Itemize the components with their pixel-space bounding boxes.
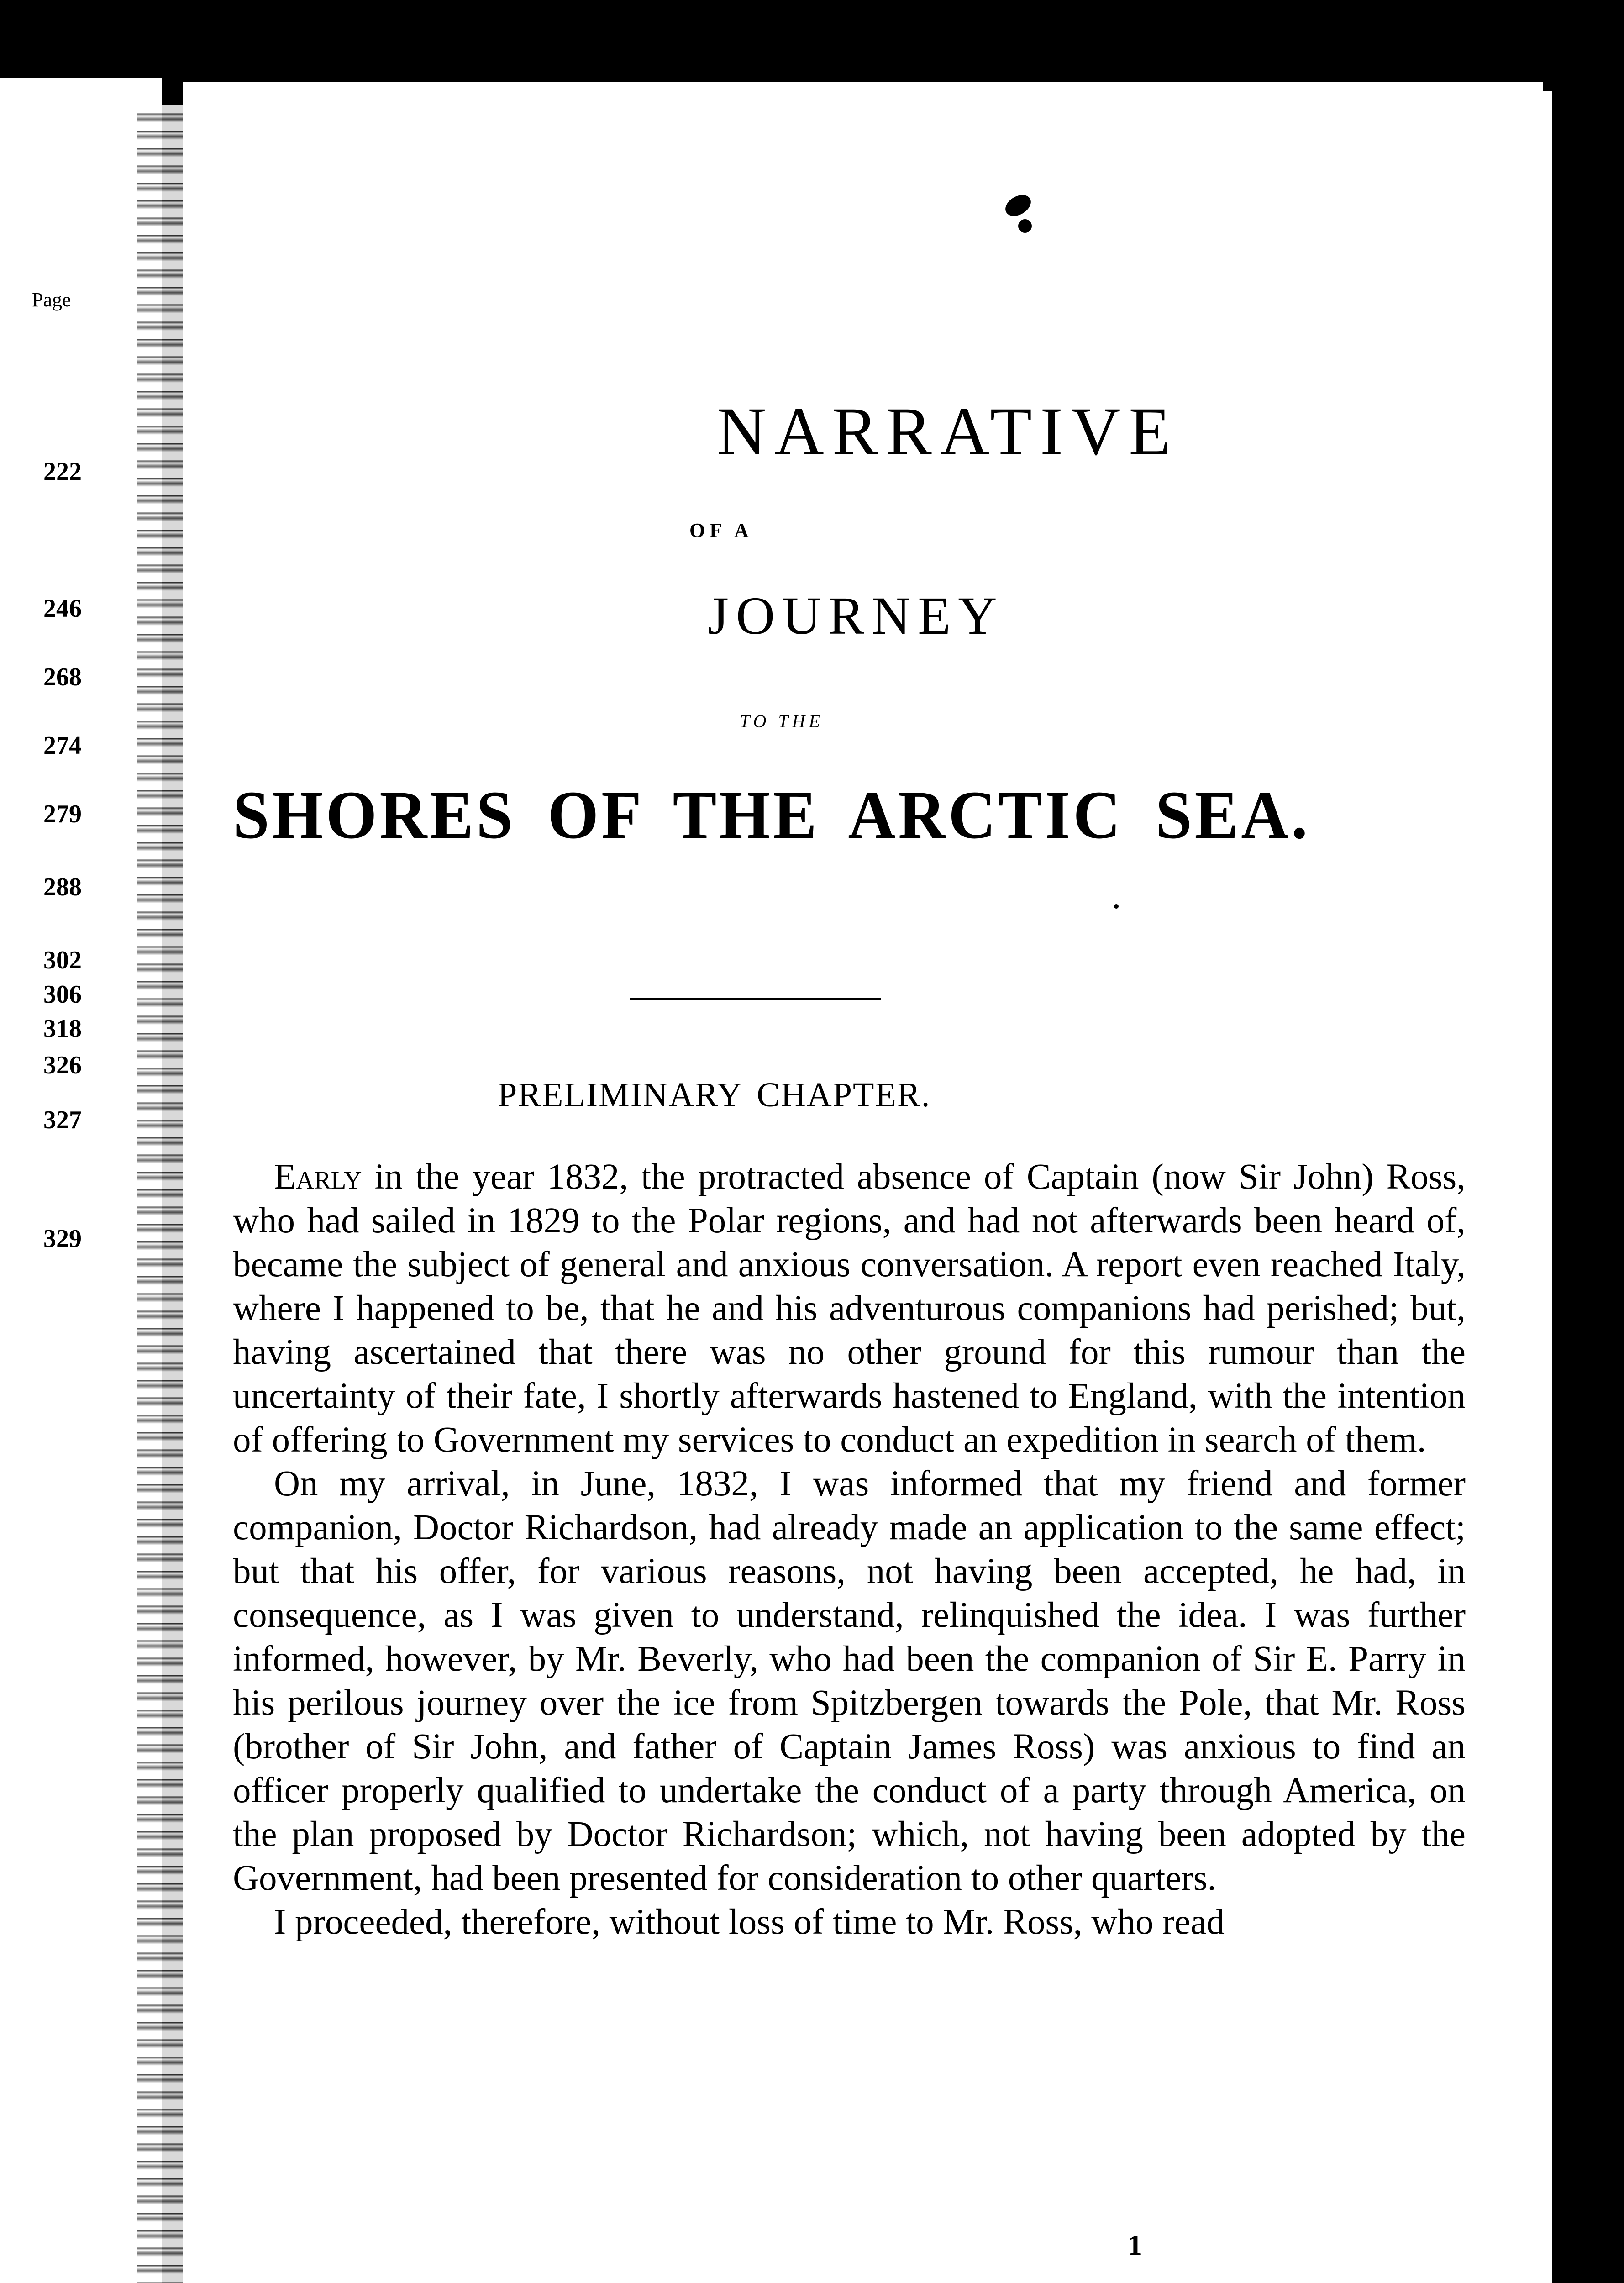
paragraph-1-text: in the year 1832, the protracted absence of Captain (now Sir John) Ross, who had sailed in 1829 to the Polar regions, and had not afterwards been heard of, became the subject of general and anxious conversation. A report even reached Italy, where I happened to be, that he and his adventurous companions had perished; but, having ascertained that there was no other ground for this rumour than the uncertainty of their fate, I shortly afterwards hastened to England, with the intention of offering to Government my services to conduct an expedition in search of them. <box>233 1157 1466 1460</box>
gutter-page-heading: Page <box>32 289 71 311</box>
gutter-page-number: 222 <box>43 458 82 486</box>
gutter-page-number: 246 <box>43 594 82 623</box>
paragraph-1 <box>233 1155 1466 1462</box>
title-divider-rule <box>630 998 881 1000</box>
gutter-page-number: 306 <box>43 980 82 1009</box>
gutter-page-number: 279 <box>43 800 82 828</box>
paragraph-3: I proceeded, therefore, without loss of time to Mr. Ross, who read <box>274 1902 1225 1942</box>
gutter-page-number: 327 <box>43 1106 82 1134</box>
gutter-page-number: 274 <box>43 731 82 760</box>
title-narrative: NARRATIVE <box>717 394 1179 469</box>
gutter-page-number: 329 <box>43 1225 82 1253</box>
gutter-page-number: 302 <box>43 946 82 974</box>
page-number: 1 <box>1128 2229 1142 2261</box>
book-page <box>183 82 1543 2283</box>
gutter-page-number: 288 <box>43 873 82 901</box>
title-to-the: TO THE <box>740 711 824 731</box>
gutter-page-number: 318 <box>43 1015 82 1043</box>
drop-word: Early <box>274 1157 362 1197</box>
chapter-body <box>233 1155 1466 1944</box>
title-of-a: OF A <box>689 519 753 542</box>
page-right-edge <box>1543 91 1552 2283</box>
title-journey: JOURNEY <box>708 586 1004 646</box>
ink-speck <box>1114 904 1119 909</box>
ink-speck <box>1018 219 1032 233</box>
paragraph-2: On my arrival, in June, 1832, I was informed that my friend and former companion, Doctor Richardson, had already made an application to the same effect; but that his offer, for various reasons, not having been accepted, he had, in consequence, as I was given to understand, relinquished the idea. I was further informed, however, by Mr. Beverly, who had been the companion of Sir E. Parry in his perilous journey over the ice from Spitzbergen towards the Pole, that Mr. Ross (brother of Sir John, and father of Captain James Ross) was anxious to find an officer properly qualified to undertake the conduct of a party through America, on the plan proposed by Doctor Richardson; which, not having been adopted by the Government, had been presented for consideration to other quarters. <box>233 1464 1466 1898</box>
ink-speck <box>1002 191 1035 221</box>
gutter-page-number: 268 <box>43 663 82 691</box>
gutter-page-number: 326 <box>43 1051 82 1079</box>
title-shores-of-the-arctic-sea: SHORES OF THE ARCTIC SEA. <box>233 777 1310 853</box>
chapter-heading: PRELIMINARY CHAPTER. <box>498 1076 931 1114</box>
